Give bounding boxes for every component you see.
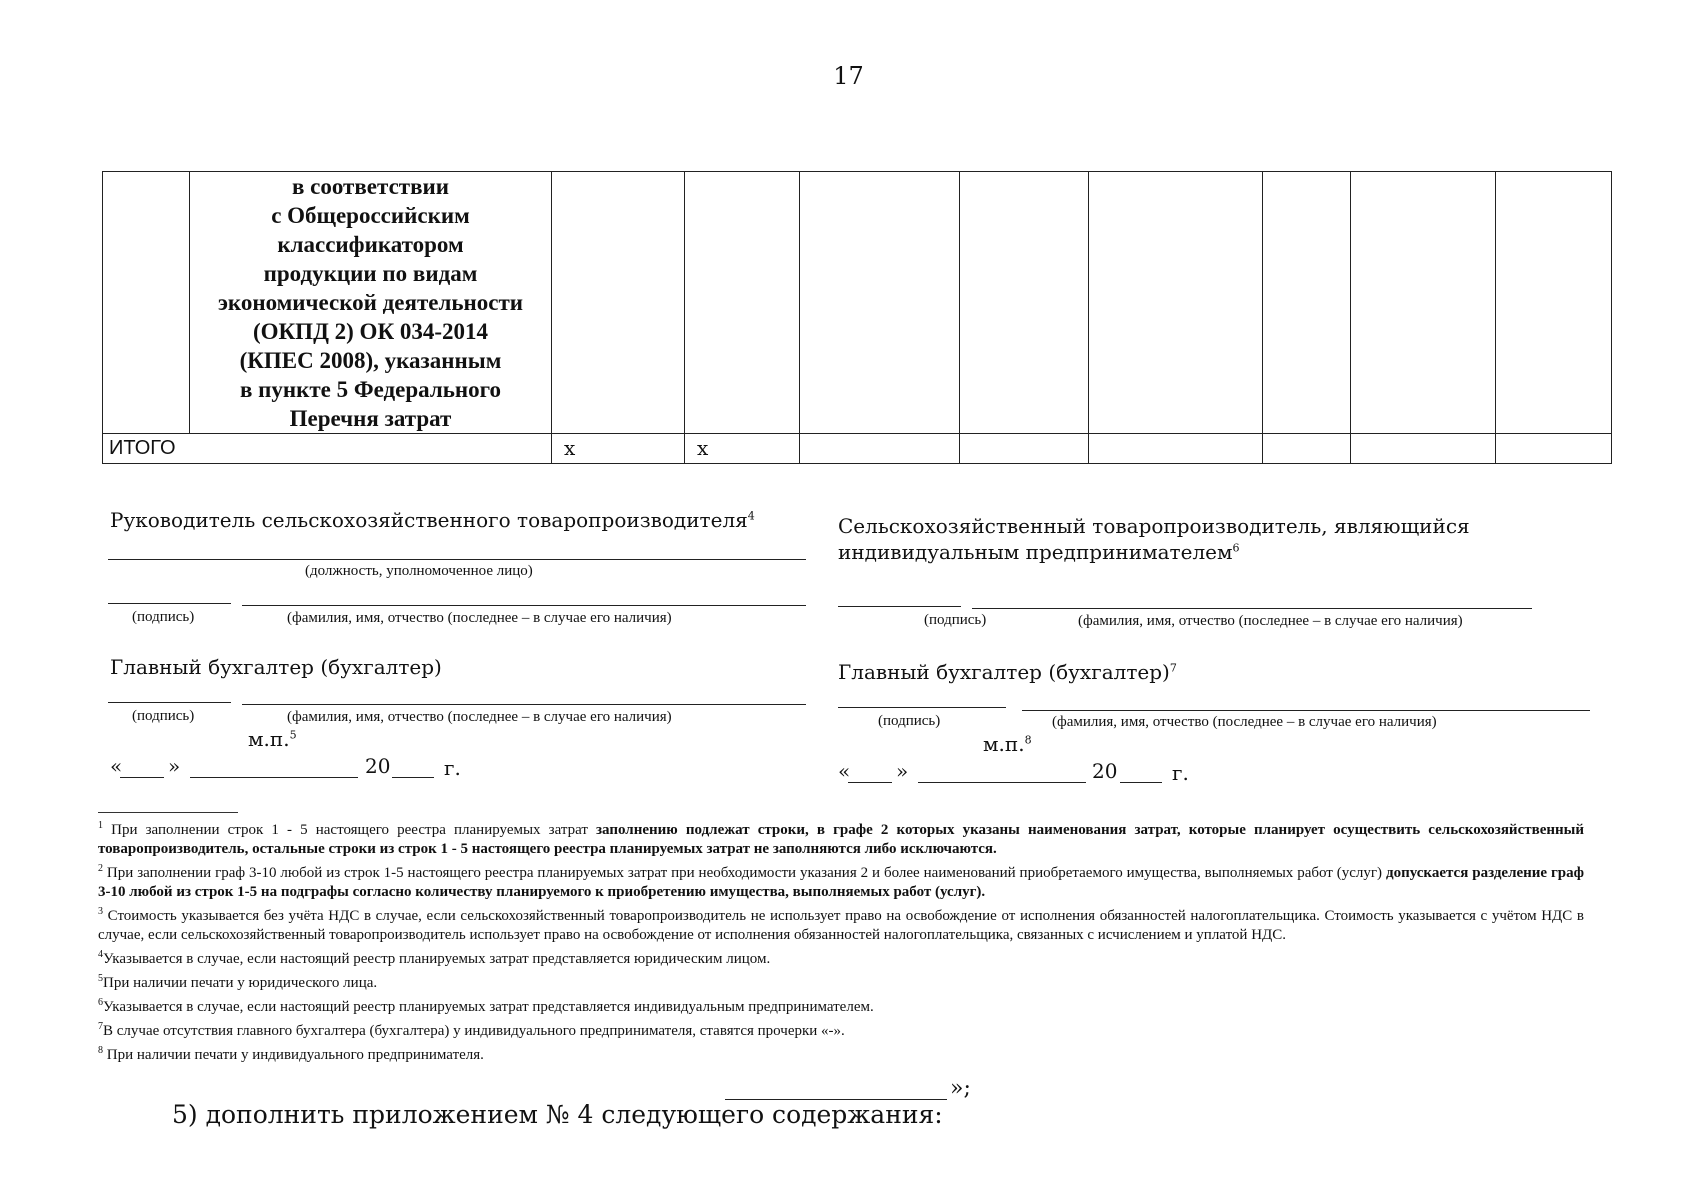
date-month-line [918,782,1086,783]
footnote-text: При заполнении граф 3-10 любой из строк 1-5 настоящего реестра планируемых затрат при необходимости указания 2 и более наименований приобретаемого имущества, выполняемых работ (услуг) [106,865,1383,881]
seal-mark-right [983,732,1032,756]
footnote-number: 7 [98,1021,103,1032]
position-line [108,559,806,560]
footnote-1 [98,816,1584,859]
footnote-3 [98,902,1584,945]
fio-line [972,608,1532,609]
signature-caption: (подпись) [132,609,195,625]
accountant-signature-line [838,707,1006,708]
footnote-number: 2 [98,863,103,874]
signature-line [108,603,231,604]
footnote-number: 1 [98,820,103,831]
table-cell [1263,434,1351,464]
footnote-text: При наличии печати у юридического лица. [103,975,378,991]
table-cell [103,172,190,434]
footnote-text: Стоимость указывается без учёта НДС в случае, если сельскохозяйственный товаропроизводитель не использует право на освобождение от исполнения обязанностей налогоплательщика. Стоимость указывается с учётом НДС в случае, если сельскохозяйственный товаропроизводитель использует право на освобождение от исполнения обязанностей налогоплательщика, связанных с исчислением и уплатой НДС. [98,908,1585,943]
seal-text: м.п. [248,727,290,751]
amendment-text: 5) дополнить приложением № 4 следующего содержания: [172,1100,943,1129]
head-title-text: индивидуальным предпринимателем [838,540,1233,564]
footnote-2 [98,859,1584,902]
date-year-prefix: 20 [365,754,391,778]
accountant-fio-caption: (фамилия, имя, отчество (последнее – в случае его наличия) [287,709,672,725]
signature-line [838,606,961,607]
table-cell [1089,172,1263,434]
head-title-right-line1: Сельскохозяйственный товаропроизводитель, являющийся [838,514,1470,538]
signature-caption: (подпись) [924,612,987,628]
footnotes [98,816,1584,1065]
description-line: продукции по видам [263,261,478,286]
table-cell [1496,434,1612,464]
footnote-number: 6 [98,997,103,1008]
fio-caption: (фамилия, имя, отчество (последнее – в случае его наличия) [1078,613,1463,629]
footnote-ref: 4 [747,509,755,523]
date-day-line [848,782,892,783]
date-year-line [392,777,434,778]
accountant-fio-line [1022,710,1590,711]
description-line: в соответствии [291,174,449,199]
head-title-left [110,508,755,532]
table-row-total [103,434,1612,464]
cost-description-cell [190,172,552,434]
accountant-title-text: Главный бухгалтер (бухгалтер) [838,660,1170,684]
table-cell [1089,434,1263,464]
footnote-7 [98,1017,1584,1041]
footnote-ref: 8 [1024,733,1032,747]
date-month-line [190,777,358,778]
table-cell [960,172,1089,434]
footnote-text: При наличии печати у индивидуального предпринимателя. [106,1047,484,1063]
footnote-number: 4 [98,949,103,960]
description-line: в пункте 5 Федерального [239,377,502,402]
total-label: ИТОГО [103,434,552,464]
total-mark: х [685,434,800,464]
table-cell [800,434,960,464]
accountant-fio-caption: (фамилия, имя, отчество (последнее – в случае его наличия) [1052,714,1437,730]
date-open: « [110,754,123,778]
position-caption: (должность, уполномоченное лицо) [305,563,533,579]
footnote-text: В случае отсутствия главного бухгалтера (бухгалтера) у индивидуального предпринимателя, ставятся прочерки «-». [103,1023,845,1039]
accountant-signature-caption: (подпись) [132,708,195,724]
cost-registry-table [102,171,1612,464]
date-year-line [1120,782,1162,783]
description-line: экономической деятельности [217,290,524,315]
footnote-4 [98,945,1584,969]
closing-quote: »; [950,1076,971,1101]
date-suffix: г. [444,756,461,780]
date-close: » [168,754,181,778]
date-year-prefix: 20 [1092,759,1118,783]
table-row-okpd [103,172,1612,434]
accountant-title-left: Главный бухгалтер (бухгалтер) [110,655,442,679]
date-day-line [120,777,164,778]
footnote-text: Указывается в случае, если настоящий реестр планируемых затрат представляется индивидуальным предпринимателем. [103,999,874,1015]
fio-caption: (фамилия, имя, отчество (последнее – в случае его наличия) [287,610,672,626]
footnote-5 [98,969,1584,993]
total-mark: х [552,434,685,464]
footnote-text: Указывается в случае, если настоящий реестр планируемых затрат представляется юридическим лицом. [103,951,771,967]
footnote-bold-text: заполнению подлежат строки, в графе 2 которых указаны наименования затрат, которые планирует осуществить сельскохозяйственный товаропроизводитель, остальные строки из строк 1 - 5 настоящего реестра планируемых затрат не заполняются либо исключаются. [98,822,1584,857]
head-title-right-line2 [838,540,1240,564]
footnote-8 [98,1041,1584,1065]
footnote-ref: 6 [1232,541,1240,555]
table-cell [1496,172,1612,434]
description-line: с Общероссийским [271,203,470,228]
date-close: » [896,759,909,783]
table-cell [685,172,800,434]
description-line: Перечня затрат [289,406,452,431]
head-title-text: Руководитель сельскохозяйственного товаропроизводителя [110,508,748,532]
table-cell [1351,172,1496,434]
accountant-fio-line [242,704,806,705]
footnote-separator [98,812,238,813]
table-cell [552,172,685,434]
footnote-number: 8 [98,1045,103,1056]
accountant-signature-caption: (подпись) [878,713,941,729]
footnote-number: 3 [98,906,103,917]
footnote-number: 5 [98,973,103,984]
table-cell [1351,434,1496,464]
fio-line [242,605,806,606]
description-line: (КПЕС 2008), указанным [239,348,502,373]
seal-mark-left [248,727,297,751]
date-open: « [838,759,851,783]
page-number: 17 [833,62,864,90]
accountant-title-right [838,660,1177,684]
description-line: (ОКПД 2) ОК 034-2014 [252,319,489,344]
seal-text: м.п. [983,732,1025,756]
footnote-6 [98,993,1584,1017]
footnote-ref: 5 [289,728,297,742]
footnote-bold-text: допускается разделение граф 3-10 любой из строк 1-5 на подграфы согласно количеству планируемого к приобретению имущества, выполняемых работ (услуг). [98,865,1585,900]
accountant-signature-line [108,702,231,703]
table-cell [960,434,1089,464]
description-line: классификатором [277,232,464,257]
table-cell [800,172,960,434]
table-cell [1263,172,1351,434]
date-suffix: г. [1172,761,1189,785]
footnote-ref: 7 [1169,661,1177,675]
footnote-text: При заполнении строк 1 - 5 настоящего реестра планируемых затрат [111,822,588,838]
